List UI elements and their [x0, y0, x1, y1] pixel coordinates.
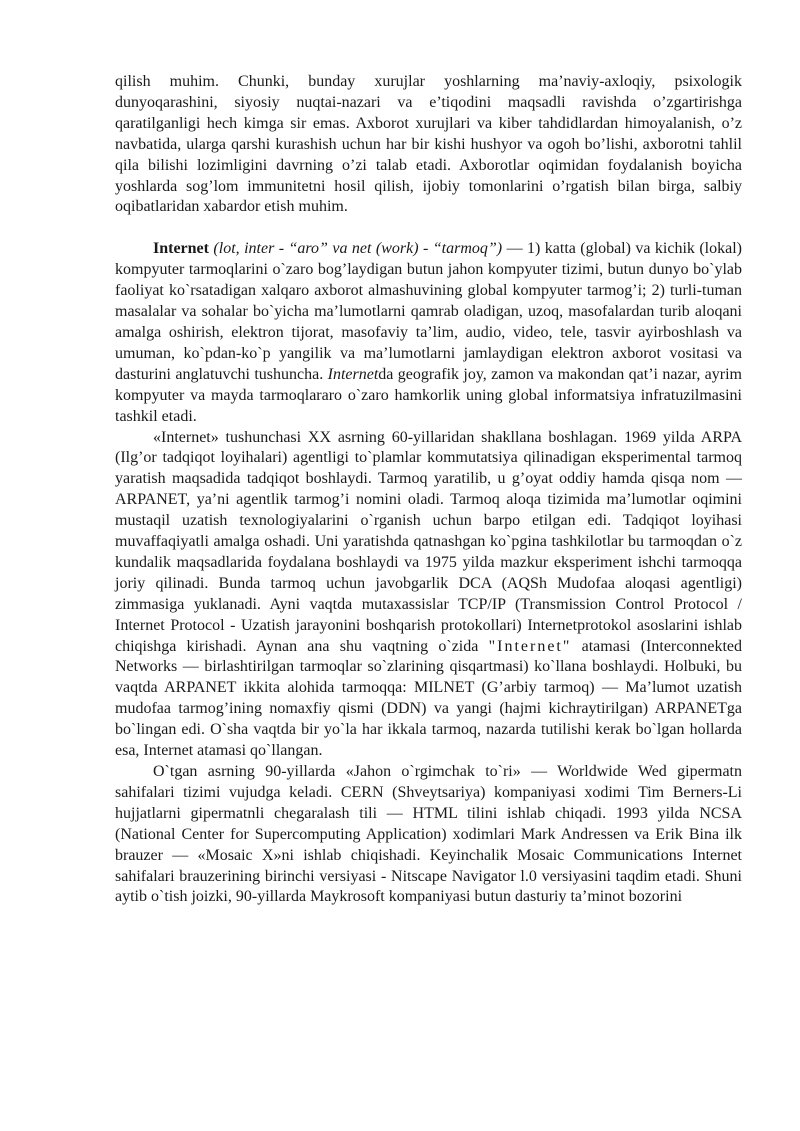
internet-italic: Internet [327, 365, 379, 383]
history-text: «Internet» tushunchasi XX asrning 60-yillaridan shakllana boshlagan. 1969 yilda ARPA (Ilg’or tadqiqot loyihalari) agentligi to`plamlar kommutatsiya qilinadigan eksperimental tarmoq yaratish maqsadida tadqiqot boshlaydi. Tarmoq yaratilib, u g’oyat oddiy hamda qisqa nom — ARPANET, ya’ni agentlik tarmog’i nomini oladi. Tarmoq aloqa tizimida ma’lumotlar oqimini mustaqil uzatish texnologiyalarini o`rganish uchun barpo etilgan edi. Tadqiqot loyihasi muvaffaqiyatli amalga oshadi. Uni yaratishda qatnashgan ko`pgina tashkilotlar bu tarmoqdan o`z kundalik maqsadlarida foydalana boshlaydi va 1975 yilda mazkur eksperiment ishchi tarmoqqa joriy qilinadi. Bunda tarmoq uchun javobgarlik DCA (AQSh Mudofaa aloqasi agentligi) zimmasiga yuklanadi. Ayni vaqtda mutaxassislar TCP/IP (Transmission Control Protocol / Internet Protocol - Uzatish jarayonini boshqarish protokollari) Internetprotokol asoslarini ishlab chiqishga kirishadi. Aynan ana shu vaqtning o`zida [115, 428, 742, 655]
paragraph-www: O`tgan asrning 90-yillarda «Jahon o`rgimchak to`ri» — Worldwide Wed gipermatn sahifalari tizimi vujudga keladi. CERN (Shveytsariya) kompaniyasi xodimi Tim Berners-Li hujjatlarni gipermatnli chegaralash tili — HTML tilini ishlab chiqadi. 1993 yilda NCSA (National Center for Supercomputing Application) xodimlari Mark Andressen va Erik Bina ilk brauzer — «Mosaic X»ni ishlab chiqishadi. Keyinchalik Mosaic Communications Internet sahifalari brauzerining birinchi versiyasi - Nitscape Navigator l.0 versiyasini taqdim etadi. Shuni aytib o`tish joizki, 90-yillarda Maykrosoft kompaniyasi butun dasturiy ta’minot bozorini [115, 763, 742, 906]
paragraph-1: qilish muhim. Chunki, bunday xurujlar yoshlarning ma’naviy-axloqiy, psixologik dunyoqarashini, siyosiy nuqtai-nazari va e’tiqodini maqsadli ravishda o’zgartirishga qaratilganligi hech kimga sir emas. Axborot xurujlari va kiber tahdidlardan himoyalanish, o’z navbatida, ularga qarshi kurashish uchun har bir kishi hushyor va ogoh bo’lishi, axborotni tahlil qila bilishi lozimligini davrning o’zi talab etadi. Axborotlar oqimidan foydalanish boyicha yoshlarda sog’lom immunitetni hosil qilish, ijobiy tomonlarini o’rgatish bilan birga, salbiy oqibatlaridan xabardor etish muhim. [115, 73, 742, 216]
document-page [115, 72, 742, 908]
term-internet: Internet [153, 240, 209, 258]
paragraph-history [115, 428, 742, 763]
spaced-term: "Internet" [488, 637, 572, 655]
definition-text: — 1) katta (global) va kichik (lokal) kompyuter tarmoqlarini o`zaro bog’laydigan butun jahon kompyuter tizimi, butun dunyo bo`ylab faoliyat ko`rsatadigan xalqaro axborot almashuvining global kompyuter tarmog’i; 2) turli-tuman masalalar va sohalar bo`yicha ma’lumotlarni qamrab oladigan, uzoq, masofalardan turib aloqani amalga oshirish, elektron tijorat, masofaviy ta’lim, audio, video, tele, tasvir ayirboshlash va umuman, ko`pdan-ko`p yangilik va ma’lumotlarni jamlaydigan elektron axborot vositasi va dasturini anglatuvchi tushuncha. [115, 240, 743, 383]
etymology: (lot, inter - “aro” va net (work) - “tarmoq”) [208, 240, 503, 258]
paragraph-gap [115, 218, 742, 239]
history-text-end: atamasi (Interconnekted Networks — birlashtirilgan tarmoqlar so`zlarining qisqartmasi) ko`llana boshlaydi. Holbuki, bu vaqtda ARPANET ikkita alohida tarmoqqa: MILNET (G’arbiy tarmoq) — Ma’lumot uzatish mudofaa tarmog’ining nomaxfiy qismi (DDN) va yangi (hajmi kichraytirilgan) ARPANETga bo`lingan edi. O`sha vaqtda bir yo`la har ikkala tarmoq, nazarda tutilishi kerak bo`lgan hollarda esa, Internet atamasi qo`llangan. [115, 637, 743, 760]
paragraph-internet-definition [115, 239, 742, 427]
definition-text-end: da geografik joy, zamon va makondan qat’i nazar, ayrim kompyuter va mayda tarmoqlararo o`zaro hamkorlik uning global informatsiya infratuzilmasini tashkil etadi. [115, 365, 743, 425]
